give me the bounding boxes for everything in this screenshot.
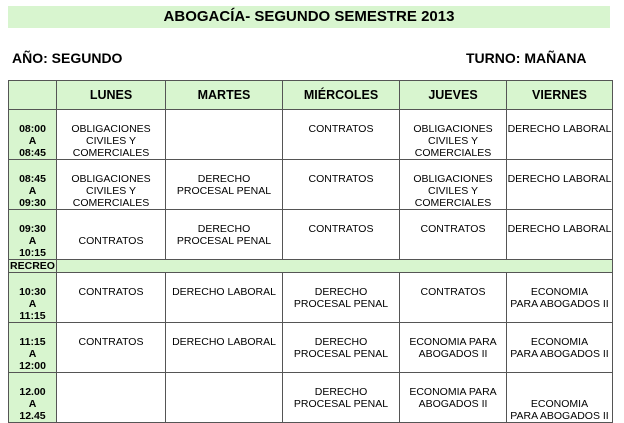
table-row [9,160,613,210]
day-header-martes: MARTES [166,81,283,110]
class-cell: CONTRATOS [57,210,166,260]
class-cell: DERECHO LABORAL [507,160,613,210]
class-cell: DERECHO LABORAL [507,210,613,260]
class-cell: OBLIGACIONES CIVILES Y COMERCIALES [57,110,166,160]
corner-cell [9,81,57,110]
class-cell: DERECHO LABORAL [166,273,283,323]
class-cell [57,373,166,423]
recreo-band [57,260,613,273]
table-row [9,110,613,160]
time-cell: 12.00 A 12.45 [9,373,57,423]
table-row [9,323,613,373]
time-cell: 11:15 A 12:00 [9,323,57,373]
class-cell: ECONOMIA PARA ABOGADOS II [400,373,507,423]
class-cell: CONTRATOS [283,210,400,260]
page-title: ABOGACÍA- SEGUNDO SEMESTRE 2013 [8,6,610,28]
time-cell: 09:30 A 10:15 [9,210,57,260]
year-label: AÑO: SEGUNDO [12,50,123,66]
shift-label: TURNO: MAÑANA [466,50,587,66]
class-cell: DERECHO PROCESAL PENAL [283,373,400,423]
class-cell: ECONOMIA PARA ABOGADOS II [507,273,613,323]
header-row [9,81,613,110]
class-cell: DERECHO PROCESAL PENAL [283,273,400,323]
class-cell: OBLIGACIONES CIVILES Y COMERCIALES [57,160,166,210]
day-header-lunes: LUNES [57,81,166,110]
recreo-label: RECREO [10,260,55,272]
class-cell: ECONOMIA PARA ABOGADOS II [507,323,613,373]
class-cell: ECONOMIA PARA ABOGADOS II [507,373,613,423]
class-cell: CONTRATOS [57,273,166,323]
table-row [9,210,613,260]
table-row [9,273,613,323]
class-cell: CONTRATOS [57,323,166,373]
day-header-viernes: VIERNES [507,81,613,110]
class-cell: DERECHO LABORAL [166,323,283,373]
class-cell: DERECHO PROCESAL PENAL [166,160,283,210]
class-cell: CONTRATOS [400,273,507,323]
class-cell: OBLIGACIONES CIVILES Y COMERCIALES [400,110,507,160]
class-cell: CONTRATOS [283,110,400,160]
class-cell: OBLIGACIONES CIVILES Y COMERCIALES [400,160,507,210]
class-cell [166,110,283,160]
class-cell: CONTRATOS [283,160,400,210]
recreo-row [9,260,613,273]
class-cell: DERECHO LABORAL [507,110,613,160]
time-cell: 10:30 A 11:15 [9,273,57,323]
class-cell: DERECHO PROCESAL PENAL [283,323,400,373]
class-cell [166,373,283,423]
time-cell: 08:45 A 09:30 [9,160,57,210]
day-header-jueves: JUEVES [400,81,507,110]
class-cell: DERECHO PROCESAL PENAL [166,210,283,260]
schedule-table [8,80,613,423]
class-cell: CONTRATOS [400,210,507,260]
table-row [9,373,613,423]
day-header-miercoles: MIÉRCOLES [283,81,400,110]
class-cell: ECONOMIA PARA ABOGADOS II [400,323,507,373]
time-cell: 08:00 A 08:45 [9,110,57,160]
